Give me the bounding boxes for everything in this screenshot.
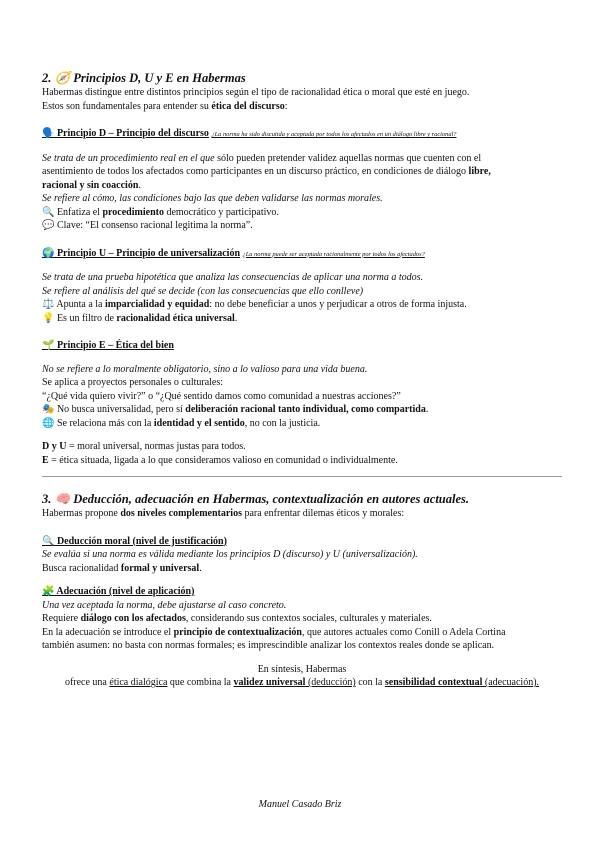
- principio-e-heading: 🌱 Principio E – Ética del bien: [42, 340, 174, 351]
- principio-d-line-5: 🔍 Enfatiza el procedimiento democrático y participativo.: [42, 206, 279, 218]
- adecuacion-line-3: En la adecuación se introduce el principio de contextualización, que autores actuales como Conill o Adela Cortina: [42, 626, 506, 638]
- principio-e-line-2: Se aplica a proyectos personales o culturales:: [42, 377, 224, 388]
- adecuacion-line-4: también asumen: no basta con normas formales; es imprescindible analizar los contextos reales donde se aplican.: [42, 640, 495, 651]
- section2-intro-1: Habermas distingue entre distintos principios según el tipo de racionalidad ética o moral que esté en juego.: [42, 87, 470, 98]
- document-body: [42, 70, 562, 690]
- synthesis-line-1: En síntesis, Habermas: [257, 663, 347, 675]
- section2-title: 2. 🧭 Principios D, U y E en Habermas: [42, 71, 246, 85]
- deduccion-line-2: Busca racionalidad formal y universal.: [42, 562, 202, 574]
- principio-d-line-4: Se refiere al cómo, las condiciones bajo las que deben validarse las normas morales.: [42, 193, 383, 204]
- principio-d-line-6: 💬 Clave: “El consenso racional legitima la norma”.: [42, 220, 253, 231]
- deduccion-heading: 🔍 Deducción moral (nivel de justificación): [42, 535, 227, 547]
- synthesis-line-2: ofrece una ética dialógica que combina la validez universal (deducción) con la sensibilidad contextual (adecuación).: [64, 677, 540, 688]
- summary-e: E = ética situada, ligada a lo que consideramos valioso en comunidad o individualmente.: [42, 454, 398, 466]
- footer-author: Manuel Casado Briz: [258, 799, 342, 810]
- summary-du: D y U = moral universal, normas justas para todos.: [42, 441, 246, 452]
- principio-u-line-2: Se refiere al análisis del qué se decide (con las consecuencias que ello conlleve): [42, 285, 364, 297]
- principio-u-line-3: ⚖️ Apunta a la imparcialidad y equidad: no debe beneficiar a unos y perjudicar a otros de forma injusta.: [42, 299, 467, 310]
- section3-intro: Habermas propone dos niveles complementarios para enfrentar dilemas éticos y morales:: [42, 508, 405, 519]
- principio-d-line-3: racional y sin coacción.: [42, 179, 141, 191]
- section3-title: 3. 🧠 Deducción, adecuación en Habermas, contextualización en autores actuales.: [42, 492, 470, 506]
- deduccion-line-1: Se evalúa si una norma es válida mediante los principios D (discurso) y U (universalización).: [42, 549, 418, 560]
- section2-intro-2: Estos son fundamentales para entender su ética del discurso:: [42, 100, 288, 112]
- principio-u-line-1: Se trata de una prueba hipotética que analiza las consecuencias de aplicar una norma a todos.: [42, 272, 424, 283]
- principio-u-heading: 🌍 Principio U – Principio de universalización ¿La norma puede ser aceptada racionalmente por todos los afectados?: [42, 247, 425, 259]
- section-divider: [42, 476, 562, 477]
- adecuacion-line-2: Requiere diálogo con los afectados, considerando sus contextos sociales, culturales y materiales.: [42, 613, 432, 624]
- adecuacion-line-1: Una vez aceptada la norma, debe ajustarse al caso concreto.: [42, 599, 287, 611]
- principio-e-line-4: 🎭 No busca universalidad, pero sí deliberación racional tanto individual, como compartida.: [42, 404, 429, 415]
- principio-e-line-3: “¿Qué vida quiero vivir?” o “¿Qué sentido damos como comunidad a nuestras acciones?”: [42, 390, 401, 402]
- principio-u-line-4: 💡 Es un filtro de racionalidad ética universal.: [42, 312, 238, 324]
- principio-d-heading: 🗣️ Principio D – Principio del discurso ¿La norma ha sido discutida y aceptada por todos los afectados en un diálogo libre y racional?: [42, 128, 457, 139]
- adecuacion-heading: 🧩 Adecuación (nivel de aplicación): [42, 586, 195, 597]
- principio-d-line-2: asentimiento de todos los afectados como participantes en un discurso práctico, en condiciones de diálogo libre,: [42, 166, 491, 177]
- principio-d-line-1: Se trata de un procedimiento real en el que sólo pueden pretender validez aquellas normas que cuenten con el: [42, 152, 482, 164]
- principio-e-line-1: No se refiere a lo moralmente obligatorio, sino a lo valioso para una vida buena.: [42, 363, 368, 375]
- principio-e-line-5: 🌐 Se relaciona más con la identidad y el sentido, no con la justicia.: [42, 417, 321, 429]
